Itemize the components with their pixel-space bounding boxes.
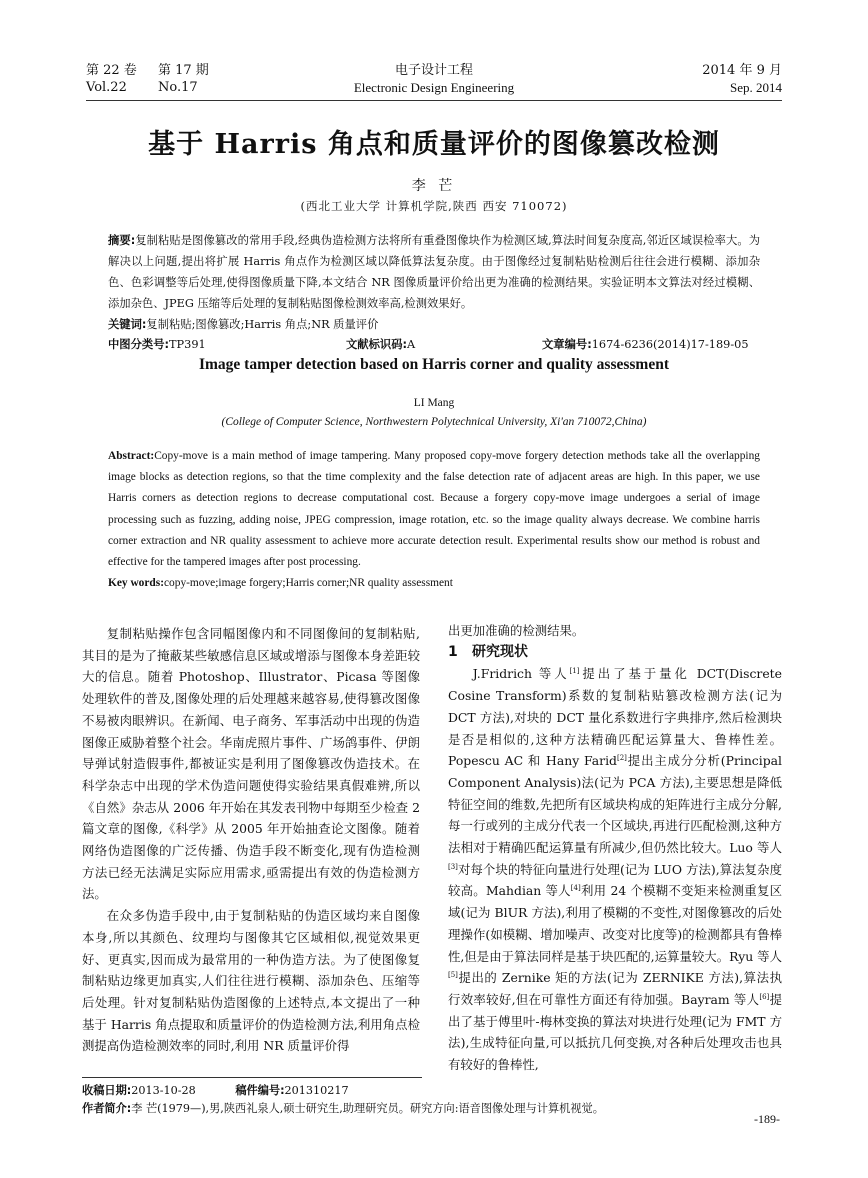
journal-name bbox=[86, 62, 782, 96]
bio-label: 作者简介: bbox=[82, 1102, 132, 1115]
date-cn: 2014 年 9 月 bbox=[702, 63, 782, 78]
abstract-cn-text: 复制粘贴是图像篡改的常用手段,经典伪造检测方法将所有重叠图像块作为检测区域,算法时间复杂度高,邻近区域误检率大。为解决以上问题,提出将扩展 Harris 角点作为检测区域以降低算法复杂度。由于图像经过复制粘贴检测后往往会进行模糊、添加杂色、色彩调整等后处理,使得图像质量下降,本文结合 NR 图像质量评价给出更为准确的检测结果。实验证明本文算法对经过模糊、添加杂色、JPEG 压缩等后处理的复制粘贴图像检测效率高,检测效果好。 bbox=[108, 234, 760, 310]
abstract-en bbox=[108, 446, 760, 573]
issue-en: No.17 bbox=[158, 80, 198, 95]
affiliation-cn: (西北工业大学 计算机学院,陕西 西安 710072) bbox=[300, 199, 568, 213]
body-column-left bbox=[82, 623, 420, 1057]
manuscript-code: 201310217 bbox=[284, 1084, 349, 1097]
citation-5: [5] bbox=[448, 971, 458, 980]
section-title: 研究现状 bbox=[472, 643, 528, 660]
article-label: 文章编号: bbox=[542, 338, 592, 351]
classification-line bbox=[108, 335, 760, 355]
text-run: 提出了基于量化 DCT(Discrete Cosine Transform)系数的复制粘贴篡改检测方法(记为 DCT 方法),对块的 DCT 量化系数进行字典排序,然后检测块是否是相似的,这种方法精确匹配运算量大、鲁棒性差。Popescu AC 和 Hany Farid bbox=[448, 666, 782, 769]
citation-3: [3] bbox=[448, 862, 458, 871]
header-rule bbox=[86, 100, 782, 101]
affiliation-en: (College of Computer Science, Northwestern Polytechnical University, Xi'an 710072,China) bbox=[221, 416, 647, 428]
text-run: 提出了基于傅里叶-梅林变换的算法对块进行处理(记为 FMT 方法),生成特征向量,可以抵抗几何变换,对各种后处理攻击也具有较好的鲁棒性, bbox=[448, 991, 782, 1073]
running-header bbox=[86, 60, 782, 100]
intro-paragraph-2: 在众多伪造手段中,由于复制粘贴的伪造区域均来自图像本身,所以其颜色、纹理均与图像其它区域相似,视觉效果更好、更真实,因而成为最常用的一种伪造方法。为了使图像复制粘贴边缘更加真实,人们往往进行模糊、添加杂色、压缩等后处理。针对复制粘贴伪造图像的上述特点,本文提出了一种基于 Harris 角点提取和质量评价的伪造检测方法,利用角点检测提高伪造检测效率的同时,利用 NR 质量评价得 bbox=[82, 908, 420, 1054]
received-date: 2013-10-28 bbox=[131, 1084, 196, 1097]
author-en: LI Mang bbox=[413, 397, 455, 409]
citation-1: [1] bbox=[569, 667, 580, 676]
text-run: 对每个块的特征向量进行处理(记为 LUO 方法),算法复杂度较高。Mahdian 等人 bbox=[448, 861, 782, 899]
volume-cn: 第 22 卷 bbox=[86, 63, 137, 78]
page-number: -189- bbox=[754, 1112, 780, 1126]
text-run: J.Fridrich 等人 bbox=[472, 666, 570, 682]
publication-date bbox=[702, 62, 782, 96]
document-code bbox=[346, 335, 415, 355]
date-en: Sep. 2014 bbox=[730, 80, 782, 95]
abstract-cn bbox=[108, 230, 760, 314]
footnote-author-bio bbox=[82, 1100, 802, 1118]
intro-paragraph-1: 复制粘贴操作包含同幅图像内和不同图像间的复制粘贴,其目的是为了掩蔽某些敏感信息区域或增添与图像本身差距较大的信息。随着 Photoshop、Illustrator、Picasa 等图像处理软件的普及,图像处理的后处理越来越容易,使得篡改图像不易被肉眼辨识。在新闻、电子商务、军事活动中出现的伪造图像正威胁着整个社会。华南虎照片事件、广场鸽事件、伊朗导弹试射造假事件,都被证实是利用了图像篡改伪造技术。在科学杂志中出现的学术伪造问题使得实验结果真假难辨,所以《自然》杂志从 2006 年开始在其发表刊物中每期至少检查 2 篇文章的图像,《科学》从 2005 年开始抽查论文图像。随着网络伪造图像的广泛传播、伪造手段不断变化,现有伪造检测方法已经无法满足实际应用需求,亟需提出有效的伪造检测方法。 bbox=[82, 626, 420, 902]
keywords-en bbox=[108, 573, 760, 593]
journal-name-en: Electronic Design Engineering bbox=[353, 80, 515, 95]
keywords-cn-label: 关键词: bbox=[108, 318, 147, 331]
keywords-en-label: Key words: bbox=[108, 577, 164, 589]
clc-value: TP391 bbox=[169, 338, 206, 351]
manuscript-code-label: 稿件编号: bbox=[235, 1084, 285, 1097]
body-column-right bbox=[448, 620, 782, 1076]
section-heading bbox=[448, 642, 782, 664]
abstract-cn-label: 摘要: bbox=[108, 234, 136, 247]
abstract-en-label: Abstract: bbox=[108, 450, 155, 462]
author-cn: 李 芒 bbox=[411, 178, 457, 194]
article-number bbox=[542, 335, 749, 355]
citation-4: [4] bbox=[570, 884, 581, 893]
journal-name-cn: 电子设计工程 bbox=[394, 63, 473, 78]
doc-label: 文献标识码: bbox=[346, 338, 408, 351]
title-en: Image tamper detection based on Harris corner and quality assessment bbox=[198, 356, 669, 373]
issue-cn: 第 17 期 bbox=[158, 63, 209, 78]
citation-2: [2] bbox=[617, 754, 627, 763]
citation-6: [6] bbox=[759, 992, 770, 1001]
footnote-received bbox=[82, 1082, 422, 1100]
title-cn: 基于 Harris 角点和质量评价的图像篡改检测 bbox=[148, 129, 720, 160]
intro-paragraph-continued: 出更加准确的检测结果。 bbox=[448, 623, 585, 638]
keywords-cn bbox=[108, 315, 760, 335]
article-value: 1674-6236(2014)17-189-05 bbox=[591, 338, 749, 351]
text-run: 提出的 Zernike 矩的方法(记为 ZERNIKE 方法),算法执行效率较好,但在可靠性方面还有待加强。Bayram 等人 bbox=[448, 970, 782, 1007]
keywords-en-text: copy-move;image forgery;Harris corner;NR quality assessment bbox=[164, 577, 453, 589]
bio-text: 李 芒(1979—),男,陕西礼泉人,硕士研究生,助理研究员。研究方向:语音图像处理与计算机视觉。 bbox=[131, 1102, 604, 1115]
volume-en: Vol.22 bbox=[86, 80, 127, 95]
doc-value: A bbox=[407, 338, 416, 351]
footnote-rule bbox=[82, 1077, 422, 1078]
text-run: 提出主成分分析(Principal Component Analysis)法(记为 PCA 方法),主要思想是降低特征空间的维数,先把所有区域块构成的矩阵进行主成分分解,每一行或列的主成分代表一个区域块,再进行匹配检测,这种方法相对于精确匹配运算量有所减少,但仍然比较大。Luo 等人 bbox=[448, 753, 782, 856]
keywords-cn-text: 复制粘贴;图像篡改;Harris 角点;NR 质量评价 bbox=[146, 318, 379, 331]
received-label: 收稿日期: bbox=[82, 1084, 132, 1097]
text-run: 利用 24 个模糊不变矩来检测重复区域(记为 BlUR 方法),利用了模糊的不变性,对图像篡改的后处理操作(如模糊、增加噪声、改变对比度等)的检测都具有鲁棒性,但是由于算法同样是基于块匹配的,运算量较大。Ryu 等人 bbox=[448, 883, 782, 964]
related-work-paragraph bbox=[448, 663, 782, 1075]
abstract-en-text: Copy-move is a main method of image tampering. Many proposed copy-move forgery detection methods take all the overlapping image blocks as detection regions, so that the time complexity and the false detection rate of adjacent areas are high. In this paper, we use Harris corners as detection regions to decrease computational cost. Because a forgery copy-move image undergoes a serial of image processing such as fuzzing, adding noise, JPEG compression, image rotation, etc. so the image quality always decrease. We combine harris corner extraction and NR quality assessment to achieve more accurate detection result. Experimental results show our method is robust and effective for the tampered images after post processing. bbox=[108, 450, 760, 569]
clc-number bbox=[108, 335, 206, 355]
section-number: 1 bbox=[448, 643, 458, 660]
clc-label: 中图分类号: bbox=[108, 338, 170, 351]
